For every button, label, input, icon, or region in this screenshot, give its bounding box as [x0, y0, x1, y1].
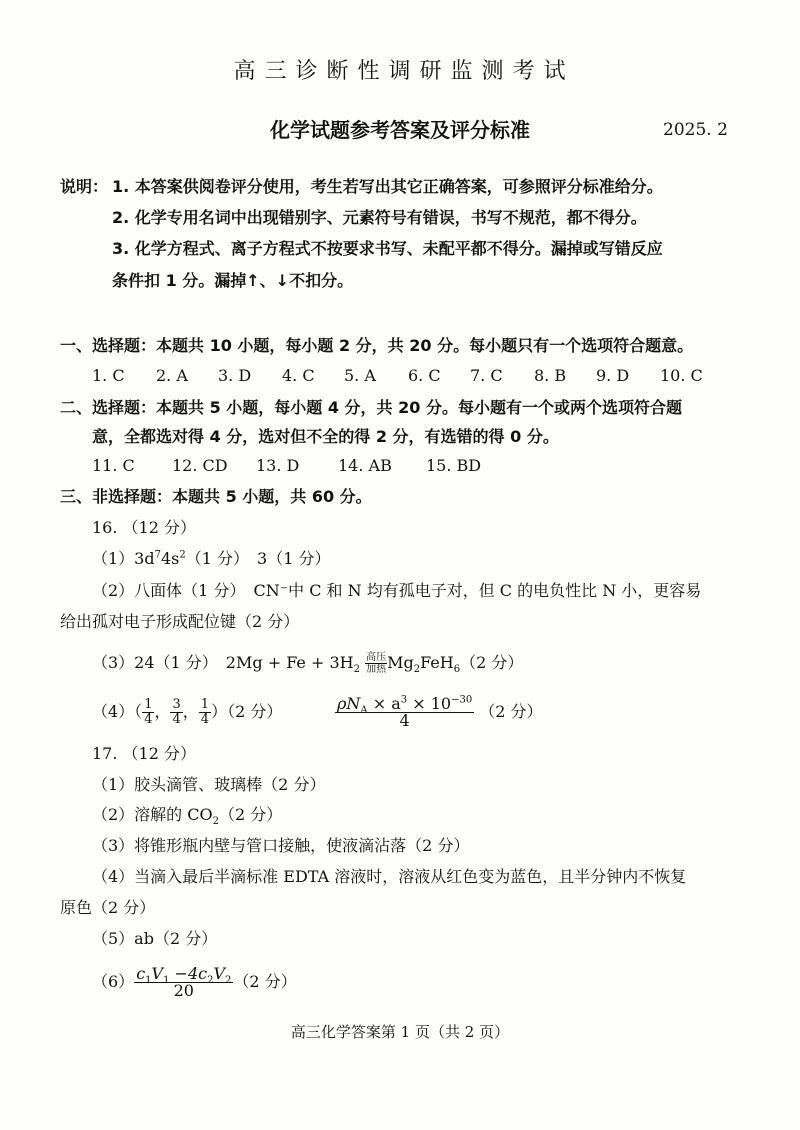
part1-heading: 一、选择题：本题共 10 小题，每小题 2 分，共 20 分。每小题只有一个选项符合题意。 [60, 336, 694, 355]
answer-15: 15. BD [426, 456, 482, 475]
q16-answer-1: $(1)3d^74s^2(1$ 分） 3（1 分） [92, 549, 331, 568]
q17-title: 17. （12 分） [92, 744, 196, 763]
concentration-expression: $\frac{c_1V_1 -4c_2V_2}{20}$ [136, 964, 232, 1000]
note-3-line1: 3. 化学方程式、离子方程式不按要求书写、未配平都不得分。漏掉或写错反应 [112, 239, 663, 258]
q17-answer-2: （2）溶解的 $CO_2(2$ 分） [92, 805, 283, 828]
fraction: $\frac{3}{4}$ [172, 697, 181, 727]
q17-answer-6: （6） $\frac{c_1V_1 -4c_2V_2}{20}$ （2 分） [92, 964, 297, 1000]
part2-heading-line2: 意，全都选对得 4 分，选对但不全的得 2 分，有选错的得 0 分。 [92, 427, 559, 446]
document-subtitle: 化学试题参考答案及评分标准 [270, 118, 530, 142]
part3-heading: 三、非选择题：本题共 5 小题，共 60 分。 [60, 487, 372, 506]
q17-answer-1: （1）胶头滴管、玻璃棒（2 分） [92, 775, 326, 794]
q16-answer-2-line2: 给出孤对电子形成配位键（2 分） [60, 612, 300, 631]
q16-answer-4-expression: $\frac{\rho N_A \times a^3 \times 10^{-30}}{4}$ （2 分） [337, 694, 543, 730]
part2-answers [92, 455, 481, 477]
answer-3: 3. D [218, 366, 252, 385]
answer-2: 2. A [156, 366, 188, 385]
answer-12: 12. CD [172, 456, 228, 475]
answer-13: 13. D [256, 456, 300, 475]
q16-answer-2-line1: （2）八面体（1 分） CN⁻中 C 和 N 均有孤电子对，但 C 的电负性比 N 小，更容易 [92, 581, 702, 600]
part1-answers [92, 365, 703, 387]
page-footer: 高三化学答案第 1 页（共 2 页） [290, 1023, 510, 1041]
answer-11: 11. C [92, 456, 135, 475]
answer-7: 7. C [470, 366, 503, 385]
fraction: $\frac{1}{4}$ [200, 697, 210, 727]
density-expression: $\frac{\rho N_A \times a^3 \times 10^{-30}}{4}$ [337, 694, 473, 730]
reaction-condition: 高压 加热 [366, 652, 387, 675]
answer-9: 9. D [596, 366, 630, 385]
answer-8: 8. B [534, 366, 567, 385]
page-title: 高 三 诊 断 性 调 研 监 测 考 试 [233, 59, 567, 84]
q16-answer-3: （3）24（1 分） $2Mg + Fe + 3H_2$ 高压 加热 $Mg_2FeH_6(2$ 分） [92, 652, 524, 676]
q16-title: 16. （12 分） [92, 518, 196, 537]
answer-4: 4. C [282, 366, 315, 385]
q17-answer-4-line1: （4）当滴入最后半滴标准 EDTA 溶液时，溶液从红色变为蓝色，且半分钟内不恢复 [92, 867, 687, 886]
answer-1: 1. C [92, 366, 125, 385]
note-1: 1. 本答案供阅卷评分使用，考生若写出其它正确答案，可参照评分标准给分。 [112, 177, 663, 196]
fraction: $\frac{1}{4}$ [144, 697, 153, 727]
q17-answer-4-line2: 原色（2 分） [60, 898, 156, 917]
answer-6: 6. C [408, 366, 441, 385]
note-3-line2: 条件扣 1 分。漏掉↑、↓不扣分。 [112, 271, 354, 290]
q17-answer-3: （3）将锥形瓶内壁与管口接触，使液滴沾落（2 分） [92, 836, 470, 855]
q17-answer-5: （5）ab（2 分） [92, 929, 218, 948]
part2-heading-line1: 二、选择题：本题共 5 小题，每小题 4 分，共 20 分。每小题有一个或两个选项符合题 [60, 398, 682, 417]
q16-answer-4: （4）（ $\frac{1}{4}$ ， $\frac{3}{4}$ ， $\frac{1}{4}$ ）（2 分） [92, 697, 283, 727]
answer-5: 5. A [344, 366, 376, 385]
answer-10: 10. C [660, 366, 703, 385]
document-date: 2025. 2 [663, 120, 728, 140]
note-2: 2. 化学专用名词中出现错别字、元素符号有错误，书写不规范，都不得分。 [112, 208, 647, 227]
notes-label: 说明： [60, 177, 109, 196]
answer-14: 14. AB [338, 456, 392, 475]
